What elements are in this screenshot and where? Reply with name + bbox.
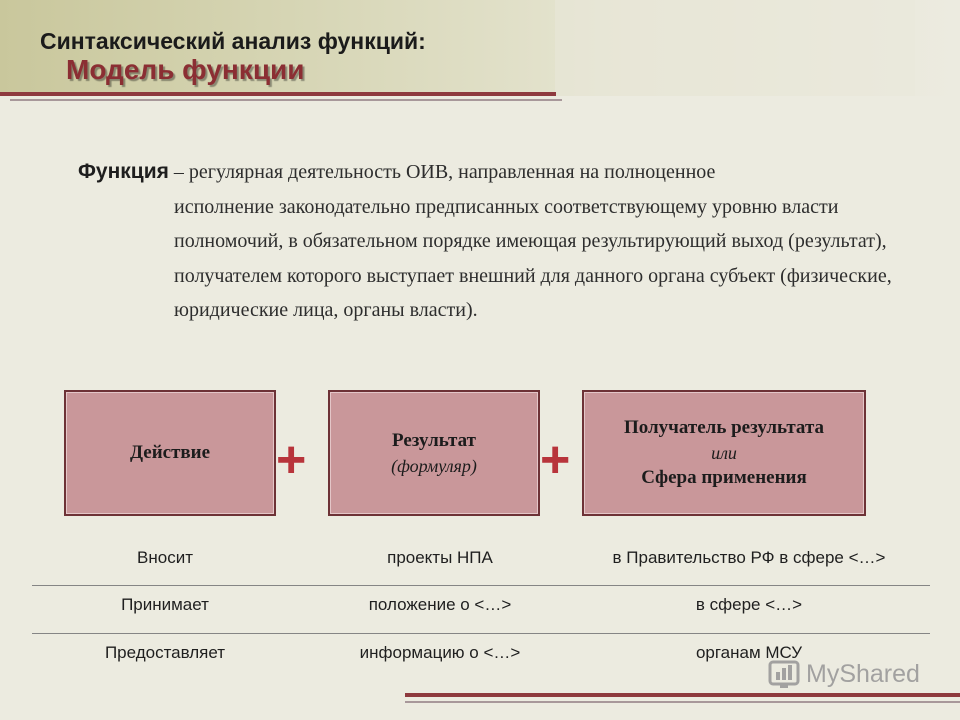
definition-paragraph — [78, 155, 908, 328]
definition-first-line — [78, 155, 908, 190]
model-box-action — [64, 390, 276, 516]
example-recipient: в сфере <…> — [695, 595, 803, 614]
example-action: Вносит — [137, 548, 193, 567]
definition-line1: – регулярная деятельность ОИВ, направленная на полноценное — [173, 161, 716, 183]
watermark — [768, 658, 920, 690]
definition-rest: исполнение законодательно предписанных соответствующему уровню власти полномочий, в обязательном порядке имеющая результирующий выход (результат), получателем которого выступает внешний для данного органа субъект (физические, юридические лица, органы власти). — [174, 195, 892, 321]
plus-sign-2: + — [540, 431, 571, 489]
box-result-title: Результат — [392, 430, 476, 451]
header-band-highlight — [555, 0, 915, 96]
slide-subtitle: Модель функции — [66, 54, 305, 85]
footer-divider — [405, 693, 960, 697]
example-action: Принимает — [121, 595, 209, 614]
example-action: Предоставляет — [104, 643, 226, 662]
example-result: положение о <…> — [368, 595, 512, 614]
example-row — [32, 535, 930, 581]
myshared-logo-icon — [768, 658, 800, 690]
definition-term: Функция — [78, 160, 169, 183]
header-divider — [0, 92, 556, 96]
box-action-title: Действие — [129, 442, 211, 463]
header-divider-thin — [10, 99, 562, 101]
example-recipient: в Правительство РФ в сфере <…> — [612, 548, 886, 567]
box-result-note: (формуляр) — [391, 456, 477, 476]
example-result: информацию о <…> — [359, 643, 521, 662]
footer-divider-thin — [405, 701, 960, 703]
model-box-result — [328, 390, 540, 516]
example-result: проекты НПА — [387, 548, 493, 567]
box-recipient-title2: Сфера применения — [641, 467, 807, 488]
model-box-recipient — [582, 390, 866, 516]
example-recipient: органам МСУ — [695, 643, 803, 662]
watermark-text: MyShared — [806, 659, 920, 688]
box-recipient-or: или — [711, 443, 737, 463]
example-row — [32, 582, 930, 628]
box-recipient-title: Получатель результата — [623, 417, 825, 438]
plus-sign-1: + — [276, 431, 307, 489]
slide-title: Синтаксический анализ функций: — [40, 28, 426, 54]
